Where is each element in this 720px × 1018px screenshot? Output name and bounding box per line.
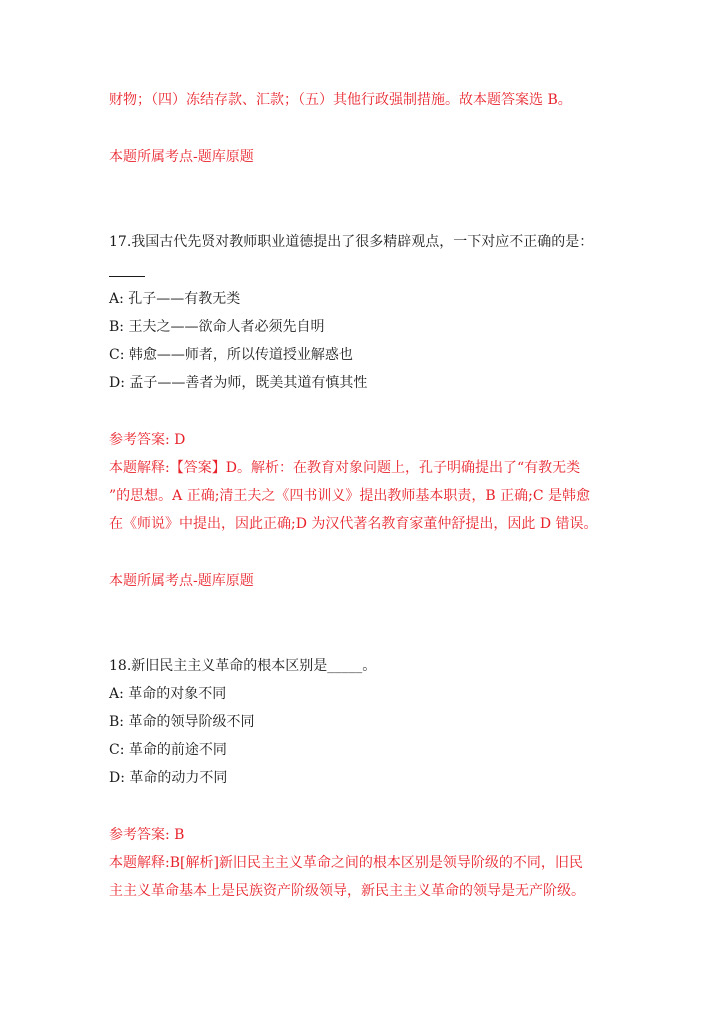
q18-explanation-line-2: 主主义革命基本上是民族资产阶级领导，新民主主义革命的领导是无产阶级。 bbox=[109, 883, 585, 899]
q17-answer-blank bbox=[109, 276, 145, 277]
q18-explanation-line-1: 本题解释:B[解析]新旧民主主义革命之间的根本区别是领导阶级的不同，旧民 bbox=[109, 855, 583, 871]
q18-option-b: B: 革命的领导阶级不同 bbox=[109, 714, 255, 730]
q17-explanation-line-2: ”的思想。A 正确;清王夫之《四书训义》提出教师基本职责，B 正确;C 是韩愈 bbox=[109, 488, 591, 504]
q17-option-a: A: 孔子——有教无类 bbox=[109, 291, 241, 307]
q17-option-d: D: 孟子——善者为师，既美其道有慎其性 bbox=[109, 375, 368, 391]
prev-explanation-line: 财物；（四）冻结存款、汇款；（五）其他行政强制措施。故本题答案选 B。 bbox=[109, 92, 572, 108]
q18-option-c: C: 革命的前途不同 bbox=[109, 742, 227, 758]
q18-option-d: D: 革命的动力不同 bbox=[109, 770, 228, 786]
q18-stem: 18.新旧民主主义革命的根本区别是_____。 bbox=[109, 658, 377, 674]
q17-explanation-line-3: 在《师说》中提出，因此正确;D 为汉代著名教育家董仲舒提出，因此 D 错误。 bbox=[109, 516, 598, 532]
q17-source-label: 本题所属考点-题库原题 bbox=[109, 573, 254, 589]
q17-option-b: B: 王夫之——欲命人者必须先自明 bbox=[109, 319, 325, 335]
q17-explanation-line-1: 本题解释:【答案】D。解析：在教育对象问题上，孔子明确提出了“有教无类 bbox=[109, 460, 581, 476]
q17-answer: 参考答案: D bbox=[109, 432, 186, 448]
q17-stem: 17.我国古代先贤对教师职业道德提出了很多精辟观点，一下对应不正确的是： bbox=[109, 234, 594, 250]
q17-option-c: C: 韩愈——师者，所以传道授业解惑也 bbox=[109, 347, 353, 363]
prev-source-label: 本题所属考点-题库原题 bbox=[109, 149, 254, 165]
q18-option-a: A: 革命的对象不同 bbox=[109, 686, 227, 702]
q18-answer: 参考答案: B bbox=[109, 827, 185, 843]
